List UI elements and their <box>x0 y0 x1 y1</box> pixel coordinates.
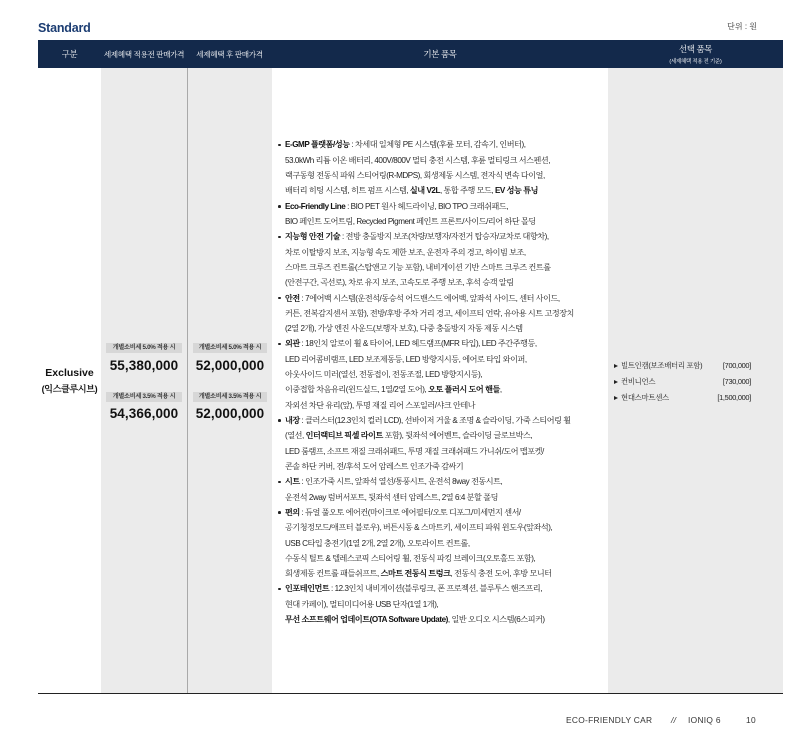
basic-item-line <box>285 398 604 413</box>
item-text: 회생제동 컨트롤 패들쉬프트, <box>285 569 381 579</box>
item-category-label: 안전 <box>285 293 300 303</box>
item-category-label: 지능형 안전 기술 <box>285 232 341 242</box>
basic-item-line <box>285 551 604 566</box>
item-text: : BIO PET 원사 헤드라이닝, BIO TPO 크래쉬패드, <box>345 201 509 211</box>
bullet-icon <box>278 511 281 514</box>
option-item <box>608 358 783 374</box>
basic-item <box>272 229 604 290</box>
item-text-bold: 스마트 전동식 트렁크 <box>380 569 451 579</box>
basic-item-line <box>285 352 604 367</box>
basic-item-line <box>285 428 604 443</box>
bullet-icon <box>278 419 281 422</box>
price-value: 54,366,000 <box>109 406 179 421</box>
item-text: (안전구간, 곡선로), 차로 유지 보조, 고속도로 주행 보조, 후석 승객 알림 <box>285 278 514 288</box>
basic-item-line <box>285 321 604 336</box>
options-list <box>608 358 783 406</box>
option-name: 빌트인캠(보조배터리 포함) <box>621 361 703 370</box>
item-category-label: 내장 <box>285 416 300 426</box>
item-text: : 12.3인치 내비게이션(블루링크, 폰 프로젝션, 블루투스 핸즈프리, <box>329 584 543 594</box>
bullet-icon <box>278 297 281 300</box>
trim-name: Exclusive <box>45 366 94 379</box>
price-before-cell <box>101 68 187 693</box>
header-price-after-label: 세제혜택 후 판매가격 <box>196 49 263 59</box>
item-text: : 클러스터(12.3인치 컬러 LCD), 선바이저 거울 & 조명 & 슬라이딩, 가죽 스티어링 휠 <box>299 416 571 426</box>
item-text-bold: EV 성능 튜닝 <box>494 186 538 196</box>
item-text: 포함), 뒷좌석 에어벤트, 슬라이딩 글로브박스, <box>382 431 533 441</box>
item-category-label: 편의 <box>285 507 300 517</box>
item-text-bold: 실내 V2L <box>409 186 440 196</box>
basic-item-line <box>285 168 604 183</box>
header-options-note: (세제혜택 적용 전 기준) <box>669 59 722 65</box>
tax-rate-label: 개별소비세 3.5% 적용 시 <box>193 392 267 402</box>
header-category-label: 구분 <box>61 49 78 59</box>
basic-item-line <box>285 306 604 321</box>
item-text: 53.0kWh 리튬 이온 배터리, 400V/800V 멀티 충전 시스템, 후륜 멀티링크 서스펜션, <box>285 155 551 165</box>
basic-item-line <box>285 413 604 428</box>
item-text: 랙구동형 전동식 파워 스티어링(R-MDPS), 회생제동 시스템, 전자식 변속 다이얼, <box>285 171 545 181</box>
item-text: USB C타입 충전기(1열 2개, 2열 2개), 오토라이트 컨트롤, <box>285 538 470 548</box>
triangle-right-icon <box>614 380 618 384</box>
trim-name-korean: (익스클루시브) <box>41 383 98 394</box>
item-text: 콘솔 하단 커버, 전/후석 도어 암레스트 인조가죽 감싸기 <box>285 461 464 471</box>
item-text-bold: 무선 소프트웨어 업데이트(OTA Software Update) <box>285 615 448 625</box>
basic-item-line <box>285 275 604 290</box>
basic-item-line <box>285 490 604 505</box>
header-options-label: 선택 품목 <box>679 44 712 54</box>
item-text: : 인조가죽 시트, 앞좌석 열선/통풍시트, 운전석 8way 전동시트, <box>299 477 503 487</box>
option-price: [730,000] <box>722 377 751 386</box>
option-item <box>608 374 783 390</box>
option-price: [700,000] <box>722 361 751 370</box>
basic-item-line <box>285 336 604 351</box>
item-text-bold: 인터랙티브 픽셀 라이트 <box>305 431 383 441</box>
page-number: 10 <box>746 715 756 725</box>
basic-item-line <box>285 260 604 275</box>
basic-item-line <box>285 444 604 459</box>
bullet-icon <box>278 144 281 147</box>
item-category-label: E-GMP 플랫폼/성능 <box>285 140 350 150</box>
table-header <box>38 40 783 68</box>
basic-item-line <box>285 183 604 198</box>
bullet-icon <box>278 343 281 346</box>
item-text: LED 룸램프, 소프트 재질 크래쉬패드, 투명 재질 크래쉬패드 가니쉬/도어 맵포켓/ <box>285 446 544 456</box>
basic-item-line <box>285 382 604 397</box>
basic-item-line <box>285 505 604 520</box>
basic-item-line <box>285 612 604 627</box>
item-text: 수동식 틸트 & 텔레스코픽 스티어링 휠, 전동식 파킹 브레이크(오토홀드 포함), <box>285 553 536 563</box>
item-text: 자외선 차단 유리(앞), 투명 재질 리어 스포일러/샤크 안테나 <box>285 400 476 410</box>
item-text: 이중접합 차음유리(윈드실드, 1열/2열 도어), <box>285 385 429 395</box>
option-price: [1,500,000] <box>717 393 751 402</box>
header-basic-items <box>272 40 608 68</box>
section-title: Standard <box>38 21 91 35</box>
unit-label: 단위 : 원 <box>727 22 757 31</box>
price-after-cell <box>187 68 272 693</box>
item-text: BIO 페인트 도어트림, Recycled Pigment 페인트 프론트/사이드/리어 하단 몰딩 <box>285 216 536 226</box>
basic-item <box>272 581 604 627</box>
option-name: 현대스마트센스 <box>621 393 669 402</box>
item-text: (2열 2개), 가상 엔진 사운드(보행자 보호), 다중 충돌방지 자동 제동 시스템 <box>285 324 523 334</box>
header-price-before <box>101 40 187 68</box>
basic-item-line <box>285 153 604 168</box>
basic-item <box>272 336 604 413</box>
item-text: 스마트 크루즈 컨트롤(스탑앤고 기능 포함), 내비게이션 기반 스마트 크루즈 컨트롤 <box>285 262 551 272</box>
item-text: : 차세대 일체형 PE 시스템(후륜 모터, 감속기, 인버터), <box>349 140 526 150</box>
item-text: : 듀얼 풀오토 에어컨(마이크로 에어필터/오토 디포그/미세먼지 센서/ <box>299 507 521 517</box>
basic-item-line <box>285 536 604 551</box>
item-category-label: 시트 <box>285 477 300 487</box>
item-text: 차로 이탈방지 보조, 지능형 속도 제한 보조, 운전자 주의 경고, 하이빔 보조, <box>285 247 526 257</box>
basic-item <box>272 291 604 337</box>
basic-item <box>272 474 604 505</box>
item-text: LED 리어콤비램프, LED 보조제동등, LED 방향지시등, 에어로 타입 와이퍼, <box>285 354 527 364</box>
basic-item <box>272 413 604 474</box>
triangle-right-icon <box>614 364 618 368</box>
basic-item-line <box>285 291 604 306</box>
footer-separator: // <box>671 715 677 725</box>
item-text: , 일반 오디오 시스템(6스피커) <box>447 615 545 625</box>
header-options <box>608 40 783 68</box>
basic-item-line <box>285 214 604 229</box>
item-text-bold: 오토 플러시 도어 핸들 <box>428 385 500 395</box>
bullet-icon <box>278 205 281 208</box>
item-text: : 전방 충돌방지 보조(차량/보행자/자전거 탑승자/교차로 대향차), <box>340 232 549 242</box>
basic-item-line <box>285 474 604 489</box>
item-text: 아웃사이드 미러(열선, 전동접이, 전동조절, LED 방향지시등), <box>285 370 483 380</box>
item-text: 현대 카페이), 멀티미디어용 USB 단자(1열 1개), <box>285 599 439 609</box>
basic-item-line <box>285 229 604 244</box>
item-text: 배터리 히팅 시스템, 히트 펌프 시스템, <box>285 186 410 196</box>
bullet-icon <box>278 236 281 239</box>
bullet-icon <box>278 481 281 484</box>
tax-rate-label: 개별소비세 5.0% 적용 시 <box>193 343 267 353</box>
basic-item <box>272 505 604 582</box>
header-price-before-label: 세제혜택 적용전 판매가격 <box>103 49 185 59</box>
bullet-icon <box>278 588 281 591</box>
item-category-label: 인포테인먼트 <box>285 584 330 594</box>
price-value: 52,000,000 <box>195 406 265 421</box>
basic-item-line <box>285 520 604 535</box>
option-item <box>608 390 783 406</box>
basic-item-line <box>285 597 604 612</box>
tax-rate-label: 개별소비세 3.5% 적용 시 <box>106 392 182 402</box>
basic-item-line <box>285 137 604 152</box>
basic-item-line <box>285 566 604 581</box>
basic-item-line <box>285 367 604 382</box>
basic-item <box>272 137 604 198</box>
item-text: 공기청정모드/애프터 블로우), 버튼시동 & 스마트키, 세이프티 파워 윈도우(앞좌석), <box>285 523 553 533</box>
footer-model: IONIQ 6 <box>688 715 721 725</box>
footer-category: ECO-FRIENDLY CAR <box>566 715 653 725</box>
header-price-after <box>187 40 272 68</box>
triangle-right-icon <box>614 396 618 400</box>
tax-rate-label: 개별소비세 5.0% 적용 시 <box>106 343 182 353</box>
item-text: , 통합 주행 모드, <box>439 186 495 196</box>
item-text: : 18인치 알로이 휠 & 타이어, LED 헤드램프(MFR 타입), LED 주간주행등, <box>299 339 537 349</box>
options-cell <box>608 68 783 693</box>
item-text: , <box>499 385 502 395</box>
header-basic-items-label: 기본 품목 <box>423 49 457 59</box>
basic-item-line <box>285 245 604 260</box>
basic-items-list <box>272 137 604 627</box>
table-row <box>38 68 783 694</box>
basic-item-line <box>285 459 604 474</box>
header-category <box>38 40 101 68</box>
item-text: 운전석 2way 럼버서포트, 뒷좌석 센터 암레스트, 2열 6:4 분할 폴딩 <box>285 492 498 502</box>
price-value: 52,000,000 <box>195 358 265 373</box>
price-value: 55,380,000 <box>109 358 179 373</box>
item-text: (열선, <box>285 431 306 441</box>
item-category-label: Eco-Friendly Line <box>285 201 346 211</box>
option-name: 컨비니언스 <box>621 377 656 386</box>
item-category-label: 외관 <box>285 339 300 349</box>
basic-items-cell <box>272 68 608 693</box>
item-text: : 7에어백 시스템(운전석/동승석 어드밴스드 에어백, 앞좌석 사이드, 센터 사이드, <box>299 293 560 303</box>
item-text: , 전동식 충전 도어, 후방 모니터 <box>450 569 552 579</box>
item-text: 커튼, 전복감지센서 포함), 전방/후방 주차 거리 경고, 세이프티 언락, 유아용 시트 고정장치 <box>285 308 574 318</box>
basic-item-line <box>285 581 604 596</box>
basic-item <box>272 199 604 230</box>
basic-item-line <box>285 199 604 214</box>
price-table <box>38 40 783 695</box>
trim-cell <box>38 68 101 693</box>
